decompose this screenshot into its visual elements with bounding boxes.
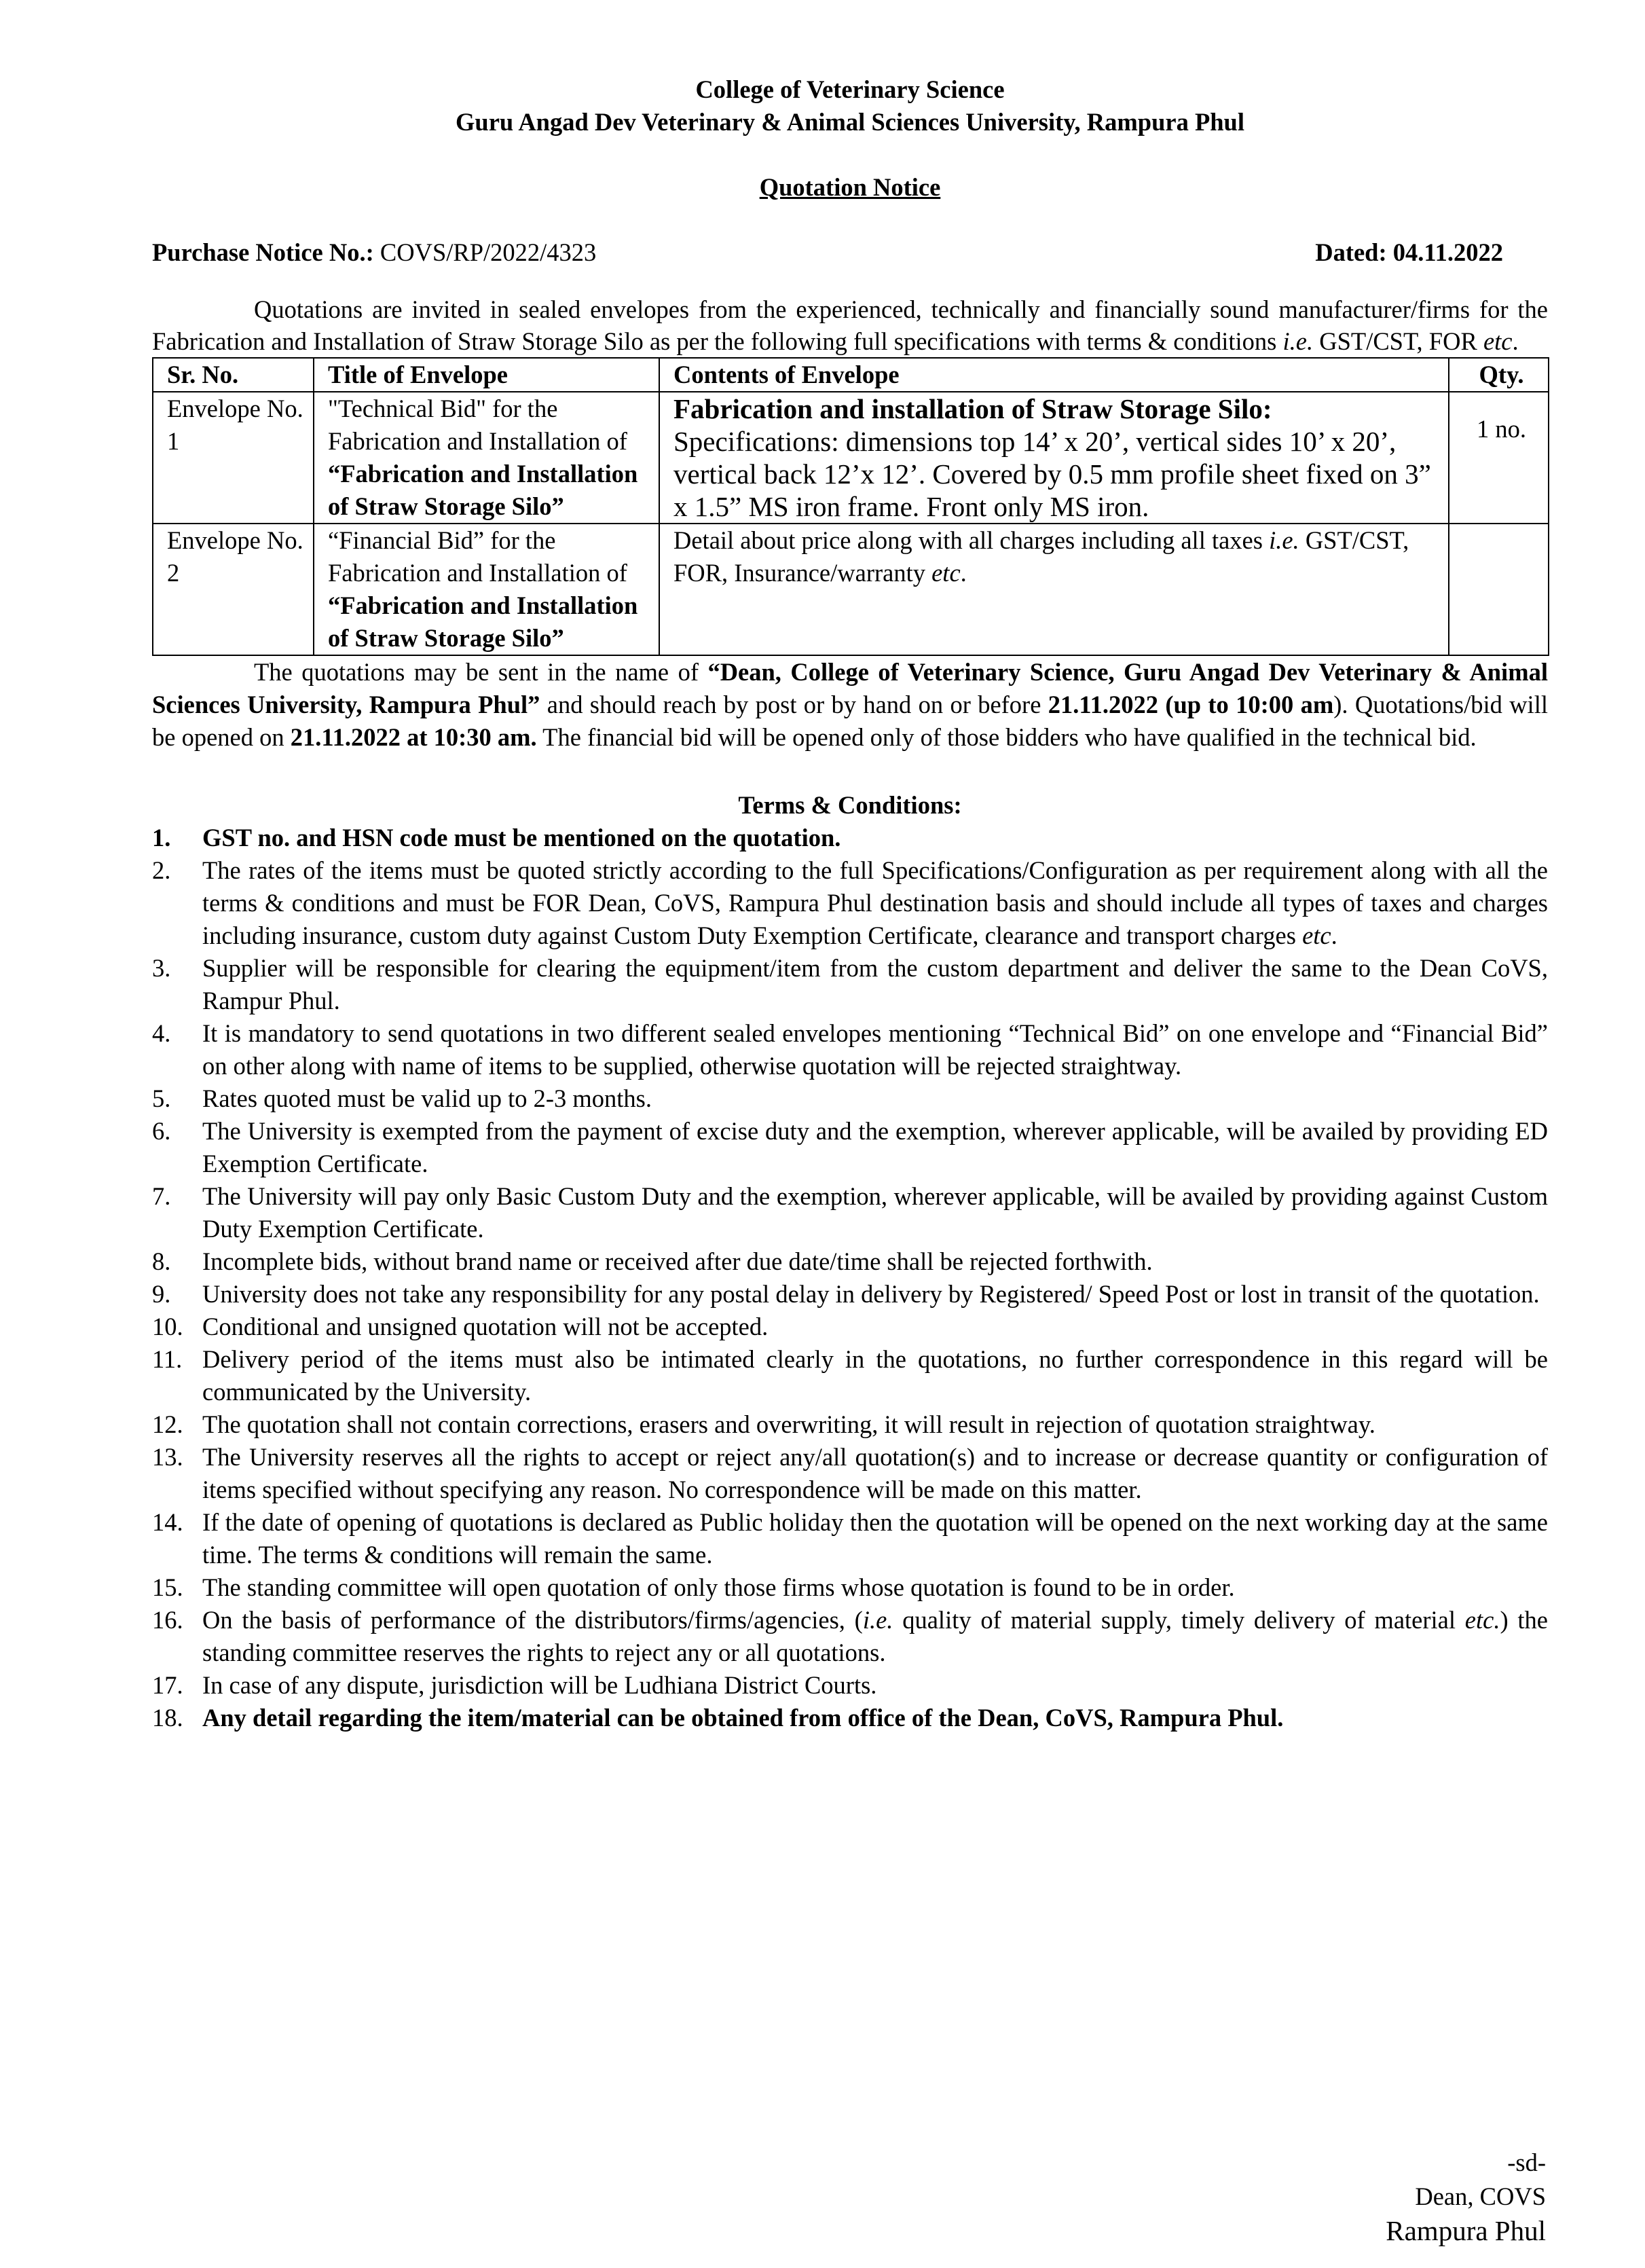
envelope-2-title-bold: “Fabrication and Installation of Straw Storage Silo” — [328, 591, 638, 652]
list-item — [152, 1702, 1548, 1734]
term-text: It is mandatory to send quotations in two different sealed envelopes mentioning “Technical Bid” on one envelope and “Financial Bid” on other along with name of items to be supplied, otherwise quotation will be rejected straightway. — [202, 1019, 1548, 1080]
list-item — [152, 1408, 1548, 1441]
college-name: College of Veterinary Science — [695, 75, 1005, 103]
term-number: 18. — [152, 1704, 183, 1732]
university-name: Guru Angad Dev Veterinary & Animal Sciences University, Rampura Phul — [456, 108, 1244, 136]
term-16-text-2: quality of material supply, timely delivery of material — [893, 1606, 1465, 1634]
term-text: Delivery period of the items must also be intimated clearly in the quotations, no further correspondence in this regard will be communicated by the University. — [202, 1345, 1548, 1406]
intro-text-3: . — [1512, 327, 1519, 355]
purchase-notice-label: Purchase Notice No.: — [152, 238, 374, 266]
envelope-2-text-3: . — [960, 559, 967, 587]
intro-text-1: Quotations are invited in sealed envelopes from the experienced, technically and financially sound manufacturer/firms for the Fabrication and Installation of Straw Storage Silo as per the following full specifications with terms & conditions — [152, 295, 1548, 355]
term-text: If the date of opening of quotations is declared as Public holiday then the quotation will be opened on the next working day at the same time. The terms & conditions will remain the same. — [202, 1508, 1548, 1569]
signature-sd: -sd- — [1507, 2148, 1546, 2176]
list-item — [152, 1180, 1548, 1245]
term-number: 11. — [152, 1345, 183, 1373]
envelope-2-etc: etc — [931, 559, 961, 587]
envelope-2-title — [314, 524, 659, 655]
intro-text-2: GST/CST, FOR — [1313, 327, 1483, 355]
term-number: 10. — [152, 1313, 183, 1340]
term-text: The standing committee will open quotation of only those firms whose quotation is found to be in order. — [202, 1573, 1235, 1601]
term-text: GST no. and HSN code must be mentioned on the quotation. — [202, 824, 841, 852]
term-text: Incomplete bids, without brand name or received after due date/time shall be rejected forthwith. — [202, 1247, 1153, 1275]
table-header-row — [153, 358, 1549, 392]
term-16-text-3: ) the standing committee reserves the rights to reject any or all quotations. — [202, 1606, 1549, 1666]
term-number: 12. — [152, 1410, 183, 1438]
term-number: 15. — [152, 1573, 183, 1601]
table-row — [153, 392, 1549, 524]
envelope-1-sr: Envelope No. 1 — [153, 392, 314, 524]
term-number: 13. — [152, 1443, 183, 1471]
term-number: 1. — [152, 824, 171, 852]
signature-place: Rampura Phul — [1386, 2215, 1546, 2246]
term-number: 9. — [152, 1280, 171, 1308]
envelope-2-qty — [1449, 524, 1549, 655]
document-page — [152, 68, 1548, 1734]
intro-etc: etc — [1483, 327, 1513, 355]
envelope-1-qty: 1 no. — [1449, 392, 1549, 524]
envelope-1-content-heading: Fabrication and installation of Straw Storage Silo: — [673, 393, 1272, 424]
intro-paragraph — [152, 293, 1548, 357]
term-text: University does not take any responsibility for any postal delay in delivery by Registered/ Speed Post or lost in transit of the quotation. — [202, 1280, 1540, 1308]
term-text: The University reserves all the rights to accept or reject any/all quotation(s) and to increase or decrease quantity or configuration of items specified without specifying any reason. No correspondence will be made on this matter. — [202, 1443, 1548, 1503]
signature-name: Dean, COVS — [1415, 2182, 1546, 2210]
col-header-title: Title of Envelope — [314, 358, 659, 392]
term-2-body: The rates of the items must be quoted strictly according to the full Specifications/Configuration as per requirement along with all the terms & conditions and must be FOR Dean, CoVS, Rampura Phul destination basis and should include all types of taxes and charges including insurance, custom duty against Custom Duty Exemption Certificate, clearance and transport charges — [202, 856, 1548, 949]
submission-text-3: ). Quotations/bid will be opened on — [152, 691, 1548, 751]
intro-ie: i.e. — [1282, 327, 1314, 355]
list-item — [152, 1115, 1548, 1180]
terms-title: Terms & Conditions: — [738, 791, 962, 819]
list-item — [152, 952, 1548, 1017]
envelope-2-text-2: GST/CST, FOR, Insurance/warranty — [673, 526, 1409, 587]
col-header-qty: Qty. — [1449, 358, 1549, 392]
list-item — [152, 854, 1548, 952]
term-text: Conditional and unsigned quotation will not be accepted. — [202, 1313, 769, 1340]
purchase-notice-line — [152, 236, 1548, 269]
envelope-2-sr: Envelope No. 2 — [153, 524, 314, 655]
list-item — [152, 1506, 1548, 1571]
terms-list — [152, 822, 1548, 1734]
envelope-1-title-bold: “Fabrication and Installation of Straw Storage Silo” — [328, 460, 638, 520]
list-item — [152, 1669, 1548, 1702]
opening-time: 21.11.2022 at 10:30 am. — [290, 723, 537, 751]
term-16-ie: i.e. — [862, 1606, 893, 1634]
col-header-sr: Sr. No. — [153, 358, 314, 392]
term-number: 16. — [152, 1606, 183, 1634]
envelope-2-title-plain: “Financial Bid” for the Fabrication and Installation of — [328, 526, 627, 587]
term-number: 7. — [152, 1182, 171, 1210]
list-item — [152, 1017, 1548, 1082]
term-text — [202, 854, 1548, 952]
term-2-tail: . — [1331, 921, 1337, 949]
envelope-1-title-plain: "Technical Bid" for the Fabrication and Installation of — [328, 395, 627, 455]
page-title: Quotation Notice — [759, 173, 941, 201]
submission-addressee: “Dean, College of Veterinary Science, Guru Angad Dev Veterinary & Animal Sciences University, Rampura Phul” — [152, 658, 1548, 718]
purchase-notice-value: COVS/RP/2022/4323 — [380, 238, 597, 266]
envelope-2-text-1: Detail about price along with all charges including all taxes — [673, 526, 1270, 554]
col-header-contents: Contents of Envelope — [659, 358, 1449, 392]
term-text — [202, 1604, 1548, 1669]
term-number: 3. — [152, 954, 171, 982]
list-item — [152, 1604, 1548, 1669]
term-text: The quotation shall not contain corrections, erasers and overwriting, it will result in rejection of quotation straightway. — [202, 1410, 1375, 1438]
envelope-table — [152, 357, 1549, 656]
term-2-etc: etc — [1302, 921, 1331, 949]
term-number: 5. — [152, 1084, 171, 1112]
signature-block — [1386, 2146, 1546, 2248]
submission-text-2: and should reach by post or by hand on or before — [540, 691, 1048, 718]
term-text: Supplier will be responsible for clearing the equipment/item from the custom department and deliver the same to the Dean CoVS, Rampur Phul. — [202, 954, 1548, 1014]
term-16-text-1: On the basis of performance of the distributors/firms/agencies, ( — [202, 1606, 863, 1634]
term-number: 6. — [152, 1117, 171, 1145]
term-number: 2. — [152, 856, 171, 884]
list-item — [152, 1082, 1548, 1115]
envelope-1-title — [314, 392, 659, 524]
list-item — [152, 1441, 1548, 1506]
envelope-1-contents — [659, 392, 1449, 524]
term-number: 8. — [152, 1247, 171, 1275]
list-item — [152, 1278, 1548, 1311]
term-text: Any detail regarding the item/material can be obtained from office of the Dean, CoVS, Rampura Phul. — [202, 1704, 1284, 1732]
term-number: 14. — [152, 1508, 183, 1536]
notice-date: Dated: 04.11.2022 — [1315, 238, 1503, 266]
submission-deadline: 21.11.2022 (up to 10:00 am — [1048, 691, 1334, 718]
submission-text-1: The quotations may be sent in the name of — [254, 658, 708, 686]
envelope-2-ie: i.e. — [1269, 526, 1299, 554]
submission-paragraph — [152, 656, 1548, 754]
term-text: The University will pay only Basic Custom Duty and the exemption, wherever applicable, will be availed by providing against Custom Duty Exemption Certificate. — [202, 1182, 1548, 1243]
purchase-notice-number — [152, 236, 596, 269]
list-item — [152, 1245, 1548, 1278]
table-row — [153, 524, 1549, 655]
term-text: In case of any dispute, jurisdiction will be Ludhiana District Courts. — [202, 1671, 877, 1699]
term-number: 4. — [152, 1019, 171, 1047]
term-text: The University is exempted from the payment of excise duty and the exemption, wherever applicable, will be availed by providing ED Exemption Certificate. — [202, 1117, 1548, 1177]
term-16-etc: etc. — [1464, 1606, 1500, 1634]
envelope-2-contents — [659, 524, 1449, 655]
list-item — [152, 1571, 1548, 1604]
term-number: 17. — [152, 1671, 183, 1699]
list-item — [152, 1343, 1548, 1408]
submission-text-4: The financial bid will be opened only of those bidders who have qualified in the technical bid. — [536, 723, 1477, 751]
list-item — [152, 1311, 1548, 1343]
list-item — [152, 822, 1548, 854]
envelope-1-specifications: Specifications: dimensions top 14’ x 20’, vertical sides 10’ x 20’, vertical back 12’x 12’. Covered by 0.5 mm profile sheet fixed on 3” x 1.5” MS iron frame. Front only MS iron. — [673, 426, 1431, 522]
term-text: Rates quoted must be valid up to 2-3 months. — [202, 1084, 652, 1112]
